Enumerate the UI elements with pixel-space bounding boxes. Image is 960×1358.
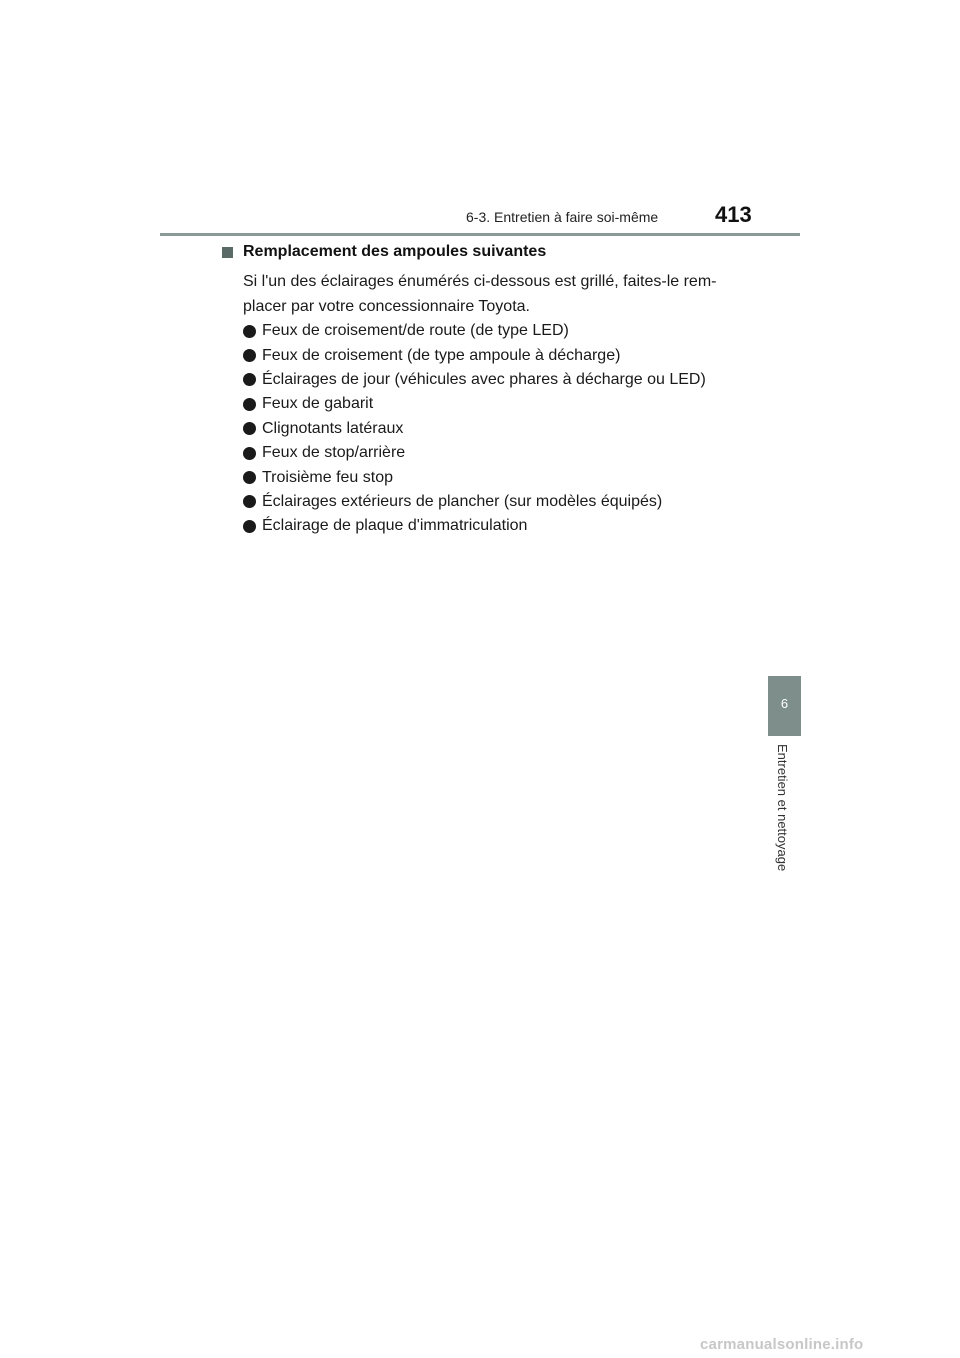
list-item (243, 343, 762, 367)
intro-paragraph (243, 269, 762, 319)
list-item (243, 392, 762, 416)
list-item (243, 441, 762, 465)
chapter-number: 6 (780, 696, 789, 711)
list-item-text: Feux de stop/arrière (262, 444, 406, 462)
list-item-text: Clignotants latéraux (262, 419, 404, 437)
list-item-text: Éclairage de plaque d'immatriculation (262, 517, 528, 535)
bullet-dot-icon (243, 520, 256, 533)
intro-line-2: placer par votre concessionnaire Toyota. (243, 298, 530, 315)
list-item-text: Feux de croisement (de type ampoule à décharge) (262, 346, 621, 364)
list-item (243, 514, 762, 538)
bullet-dot-icon (243, 373, 256, 386)
intro-line-1: Si l'un des éclairages énumérés ci-dessous est grillé, faites-le rem- (243, 273, 717, 290)
bullet-dot-icon (243, 325, 256, 338)
main-content (222, 241, 762, 539)
chapter-tab (768, 676, 801, 736)
list-item (243, 490, 762, 514)
bullet-dot-icon (243, 471, 256, 484)
page-header (160, 196, 800, 236)
list-item (243, 368, 762, 392)
bullet-dot-icon (243, 398, 256, 411)
bulb-list (222, 319, 762, 539)
list-item-text: Éclairages de jour (véhicules avec phares à décharge ou LED) (262, 370, 706, 388)
list-item-text: Feux de croisement/de route (de type LED) (262, 322, 569, 340)
list-item-text: Feux de gabarit (262, 395, 374, 413)
section-heading-text: Remplacement des ampoules suivantes (243, 243, 547, 260)
header-rule (160, 233, 800, 236)
header-section-title: 6-3. Entretien à faire soi-même (466, 209, 659, 225)
list-item (243, 417, 762, 441)
list-item-text: Éclairages extérieurs de plancher (sur modèles équipés) (262, 492, 663, 510)
bullet-dot-icon (243, 349, 256, 362)
square-bullet-icon (222, 247, 233, 258)
list-item (243, 465, 762, 489)
bullet-dot-icon (243, 495, 256, 508)
list-item-text: Troisième feu stop (262, 468, 394, 486)
page-number: 413 (715, 202, 752, 227)
chapter-label: Entretien et nettoyage (775, 744, 790, 872)
watermark: carmanualsonline.info (700, 1336, 864, 1353)
bullet-dot-icon (243, 447, 256, 460)
bullet-dot-icon (243, 422, 256, 435)
list-item (243, 319, 762, 343)
section-heading (222, 241, 762, 263)
